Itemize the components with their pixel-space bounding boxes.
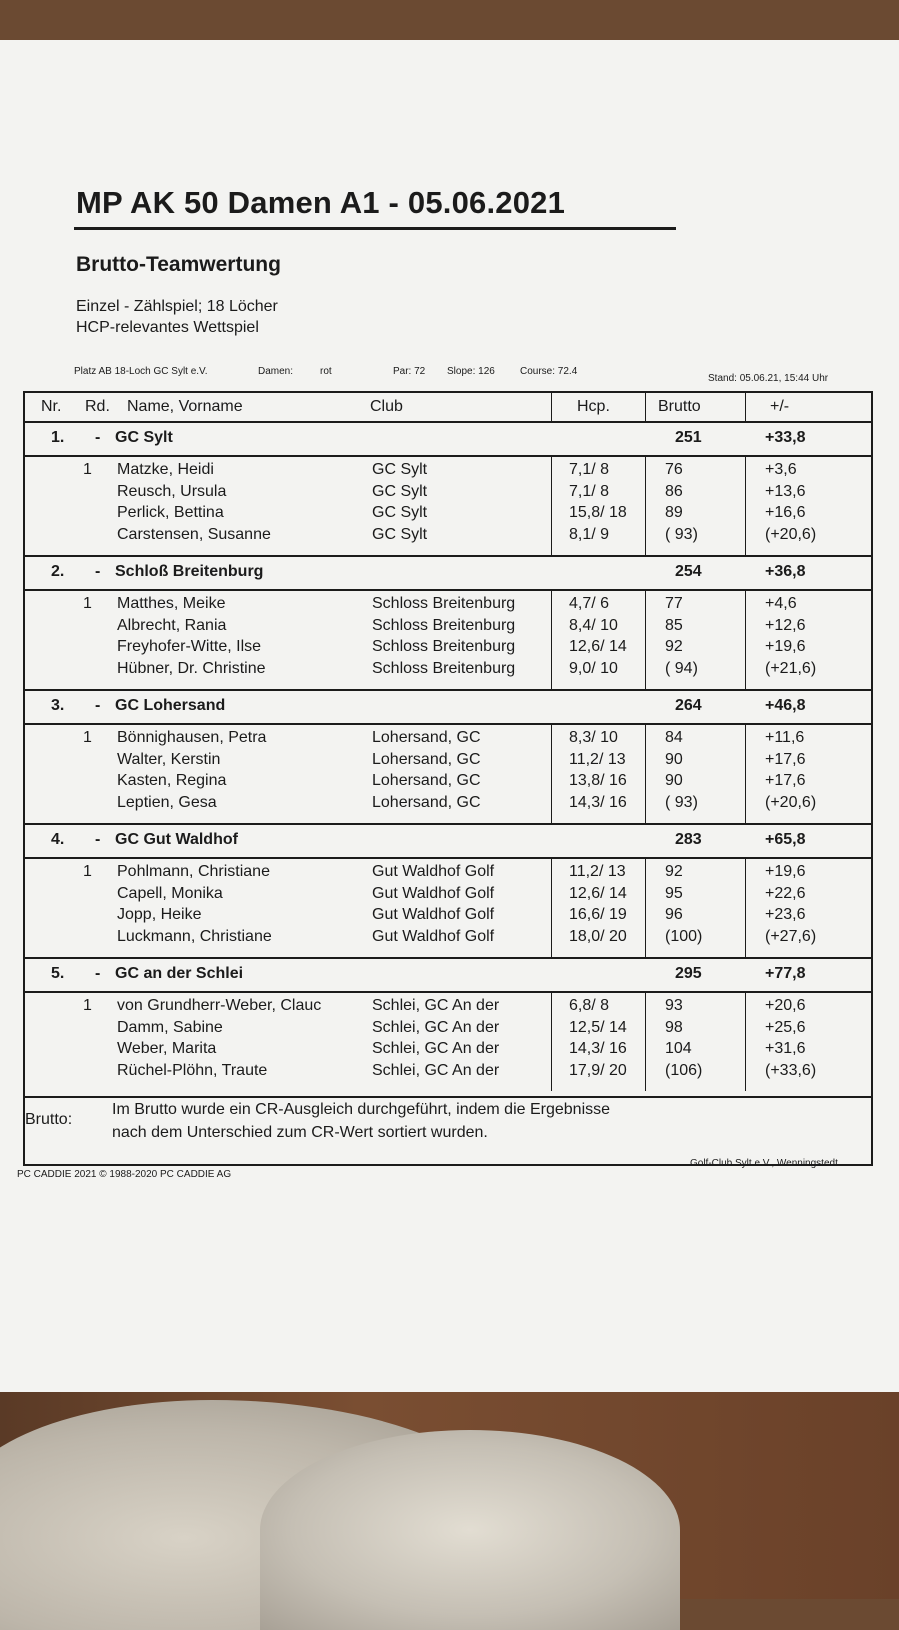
team-dash: - bbox=[95, 697, 101, 714]
player-brutto: 89 bbox=[665, 504, 683, 521]
team-name: GC Lohersand bbox=[115, 697, 226, 714]
page-subtitle: Brutto-Teamwertung bbox=[76, 253, 281, 276]
player-hcp: 8,3/ 10 bbox=[569, 729, 618, 746]
player-hcp: 12,6/ 14 bbox=[569, 884, 627, 902]
team-diff: +36,8 bbox=[765, 563, 806, 580]
team-name: GC Gut Waldhof bbox=[115, 831, 238, 848]
player-diff: +23,6 bbox=[765, 906, 806, 923]
column-divider bbox=[745, 723, 746, 823]
par-value: Par: 72 bbox=[393, 366, 426, 377]
player-brutto: 95 bbox=[665, 884, 683, 902]
team-name: GC Sylt bbox=[115, 429, 173, 446]
team-separator-rule bbox=[25, 823, 871, 825]
team-separator-rule bbox=[25, 957, 871, 959]
slope-value: Slope: 126 bbox=[447, 366, 495, 377]
header-rd: Rd. bbox=[85, 398, 110, 415]
player-diff: (+20,6) bbox=[765, 525, 817, 543]
player-round: 1 bbox=[83, 997, 92, 1014]
player-club: Schlei, GC An der bbox=[372, 1018, 500, 1036]
player-name: Carstensen, Susanne bbox=[117, 525, 271, 543]
team-brutto: 254 bbox=[675, 563, 702, 580]
player-hcp: 16,6/ 19 bbox=[569, 906, 627, 923]
player-hcp: 13,8/ 16 bbox=[569, 772, 627, 789]
column-divider bbox=[645, 455, 646, 555]
team-rank: 2. bbox=[51, 563, 65, 580]
player-brutto: (100) bbox=[665, 927, 703, 945]
team-dash: - bbox=[95, 965, 101, 982]
player-name: Matzke, Heidi bbox=[117, 461, 214, 478]
knee-background-right bbox=[260, 1430, 680, 1630]
player-diff: +13,6 bbox=[765, 482, 806, 500]
player-hcp: 8,4/ 10 bbox=[569, 616, 618, 634]
header-brutto: Brutto bbox=[658, 398, 701, 415]
team-dash: - bbox=[95, 429, 101, 446]
column-divider bbox=[745, 393, 746, 421]
player-name: Bönnighausen, Petra bbox=[117, 729, 267, 746]
team-diff: +46,8 bbox=[765, 697, 806, 714]
header-hcp: Hcp. bbox=[577, 398, 610, 415]
player-brutto: 98 bbox=[665, 1018, 683, 1036]
header-name: Name, Vorname bbox=[127, 398, 243, 415]
player-brutto: ( 93) bbox=[665, 793, 698, 811]
player-hcp: 14,3/ 16 bbox=[569, 1040, 627, 1057]
column-divider bbox=[745, 857, 746, 957]
player-brutto: 76 bbox=[665, 461, 683, 478]
column-divider bbox=[645, 723, 646, 823]
player-hcp: 17,9/ 20 bbox=[569, 1061, 627, 1079]
player-club: Schlei, GC An der bbox=[372, 997, 500, 1014]
column-divider bbox=[551, 857, 552, 957]
player-club: Gut Waldhof Golf bbox=[372, 906, 495, 923]
player-club: Gut Waldhof Golf bbox=[372, 863, 495, 880]
player-club: Lohersand, GC bbox=[372, 729, 481, 746]
footer-label: Brutto: bbox=[25, 1111, 73, 1128]
column-divider bbox=[645, 991, 646, 1091]
column-divider bbox=[745, 455, 746, 555]
header-rule bbox=[25, 421, 871, 423]
player-club: GC Sylt bbox=[372, 525, 428, 543]
tee-color: rot bbox=[320, 366, 332, 377]
player-diff: +25,6 bbox=[765, 1018, 806, 1036]
player-brutto: 92 bbox=[665, 638, 683, 655]
player-club: Lohersand, GC bbox=[372, 772, 481, 789]
tee-label: Damen: bbox=[258, 366, 294, 377]
player-club: GC Sylt bbox=[372, 504, 428, 521]
header-nr: Nr. bbox=[41, 398, 62, 415]
player-hcp: 4,7/ 6 bbox=[569, 595, 610, 612]
header-diff: +/- bbox=[770, 398, 790, 415]
player-club: Schloss Breitenburg bbox=[372, 616, 516, 634]
player-name: Rüchel-Plöhn, Traute bbox=[117, 1061, 268, 1079]
team-brutto: 283 bbox=[675, 831, 702, 848]
team-dash: - bbox=[95, 831, 101, 848]
player-club: GC Sylt bbox=[372, 461, 428, 478]
player-round: 1 bbox=[83, 863, 92, 880]
footer-text-line: nach dem Unterschied zum CR-Wert sortiert wurden. bbox=[112, 1124, 488, 1141]
team-rank: 1. bbox=[51, 429, 65, 446]
player-hcp: 11,2/ 13 bbox=[569, 750, 626, 768]
player-hcp: 6,8/ 8 bbox=[569, 997, 610, 1014]
column-divider bbox=[645, 589, 646, 689]
player-diff: +17,6 bbox=[765, 750, 806, 768]
column-divider bbox=[551, 455, 552, 555]
player-diff: (+27,6) bbox=[765, 927, 817, 945]
player-name: Walter, Kerstin bbox=[117, 750, 221, 768]
player-brutto: (106) bbox=[665, 1061, 703, 1079]
player-hcp: 15,8/ 18 bbox=[569, 504, 627, 521]
club-credit: Golf-Club Sylt e.V., Wenningstedt bbox=[690, 1158, 838, 1169]
player-diff: (+33,6) bbox=[765, 1061, 817, 1079]
player-club: Schloss Breitenburg bbox=[372, 659, 516, 677]
player-club: Schlei, GC An der bbox=[372, 1061, 500, 1079]
player-name: Leptien, Gesa bbox=[117, 793, 217, 811]
player-name: Kasten, Regina bbox=[117, 772, 227, 789]
player-diff: +19,6 bbox=[765, 638, 806, 655]
player-club: Lohersand, GC bbox=[372, 793, 481, 811]
column-divider bbox=[551, 393, 552, 421]
team-diff: +65,8 bbox=[765, 831, 806, 848]
description-line: HCP-relevantes Wettspiel bbox=[76, 319, 259, 336]
player-diff: +17,6 bbox=[765, 772, 806, 789]
player-hcp: 8,1/ 9 bbox=[569, 525, 610, 543]
stand-timestamp: Stand: 05.06.21, 15:44 Uhr bbox=[708, 373, 829, 384]
team-name: GC an der Schlei bbox=[115, 965, 244, 982]
player-brutto: 92 bbox=[665, 863, 683, 880]
player-brutto: 90 bbox=[665, 750, 683, 768]
player-name: Luckmann, Christiane bbox=[117, 927, 272, 945]
player-brutto: ( 93) bbox=[665, 525, 698, 543]
player-diff: +4,6 bbox=[765, 595, 797, 612]
team-diff: +77,8 bbox=[765, 965, 806, 982]
player-club: Lohersand, GC bbox=[372, 750, 481, 768]
player-club: Schlei, GC An der bbox=[372, 1040, 500, 1057]
player-hcp: 12,5/ 14 bbox=[569, 1018, 627, 1036]
player-brutto: 86 bbox=[665, 482, 683, 500]
player-diff: +16,6 bbox=[765, 504, 806, 521]
player-club: GC Sylt bbox=[372, 482, 428, 500]
player-name: Pohlmann, Christiane bbox=[117, 863, 270, 880]
player-diff: +19,6 bbox=[765, 863, 806, 880]
player-brutto: 85 bbox=[665, 616, 683, 634]
player-hcp: 7,1/ 8 bbox=[569, 482, 610, 500]
player-brutto: 90 bbox=[665, 772, 683, 789]
player-name: Reusch, Ursula bbox=[117, 482, 227, 500]
player-brutto: 84 bbox=[665, 729, 683, 746]
player-diff: +22,6 bbox=[765, 884, 806, 902]
player-name: Matthes, Meike bbox=[117, 595, 226, 612]
player-round: 1 bbox=[83, 461, 92, 478]
column-divider bbox=[551, 589, 552, 689]
player-hcp: 12,6/ 14 bbox=[569, 638, 627, 655]
player-club: Schloss Breitenburg bbox=[372, 638, 516, 655]
player-name: Perlick, Bettina bbox=[117, 504, 224, 521]
player-round: 1 bbox=[83, 595, 92, 612]
team-separator-rule bbox=[25, 555, 871, 557]
player-round: 1 bbox=[83, 729, 92, 746]
results-table bbox=[23, 391, 873, 1098]
player-hcp: 14,3/ 16 bbox=[569, 793, 627, 811]
player-brutto: 96 bbox=[665, 906, 683, 923]
player-name: Damm, Sabine bbox=[117, 1018, 223, 1036]
team-dash: - bbox=[95, 563, 101, 580]
title-underline bbox=[74, 227, 676, 230]
page-title: MP AK 50 Damen A1 - 05.06.2021 bbox=[76, 185, 566, 220]
player-hcp: 7,1/ 8 bbox=[569, 461, 610, 478]
software-credit: PC CADDIE 2021 © 1988-2020 PC CADDIE AG bbox=[17, 1169, 232, 1180]
player-name: Freyhofer-Witte, Ilse bbox=[117, 638, 262, 655]
player-name: Hübner, Dr. Christine bbox=[117, 659, 266, 677]
column-divider bbox=[551, 723, 552, 823]
player-diff: +11,6 bbox=[765, 729, 805, 746]
footer-note bbox=[23, 1098, 873, 1166]
team-rank: 5. bbox=[51, 965, 65, 982]
footer-text-line: Im Brutto wurde ein CR-Ausgleich durchgeführt, indem die Ergebnisse bbox=[112, 1101, 611, 1118]
player-diff: +31,6 bbox=[765, 1040, 806, 1057]
column-divider bbox=[745, 589, 746, 689]
player-brutto: 104 bbox=[665, 1040, 692, 1057]
player-name: Jopp, Heike bbox=[117, 906, 202, 923]
course-rating: Course: 72.4 bbox=[520, 366, 578, 377]
team-name: Schloß Breitenburg bbox=[115, 563, 264, 580]
player-brutto: 93 bbox=[665, 997, 683, 1014]
player-hcp: 9,0/ 10 bbox=[569, 659, 618, 677]
player-club: Schloss Breitenburg bbox=[372, 595, 516, 612]
player-club: Gut Waldhof Golf bbox=[372, 927, 495, 945]
column-divider bbox=[745, 991, 746, 1091]
course-name: Platz AB 18-Loch GC Sylt e.V. bbox=[74, 366, 208, 377]
player-club: Gut Waldhof Golf bbox=[372, 884, 495, 902]
player-diff: (+21,6) bbox=[765, 659, 817, 677]
team-brutto: 264 bbox=[675, 697, 702, 714]
column-divider bbox=[551, 991, 552, 1091]
team-brutto: 251 bbox=[675, 429, 702, 446]
player-diff: +20,6 bbox=[765, 997, 806, 1014]
player-name: Albrecht, Rania bbox=[117, 616, 227, 634]
player-diff: +12,6 bbox=[765, 616, 806, 634]
description-line: Einzel - Zählspiel; 18 Löcher bbox=[76, 298, 278, 315]
player-hcp: 11,2/ 13 bbox=[569, 863, 626, 880]
player-brutto: ( 94) bbox=[665, 659, 698, 677]
player-diff: (+20,6) bbox=[765, 793, 817, 811]
team-separator-rule bbox=[25, 689, 871, 691]
header-club: Club bbox=[370, 398, 403, 415]
column-divider bbox=[645, 393, 646, 421]
team-brutto: 295 bbox=[675, 965, 702, 982]
player-name: von Grundherr-Weber, Clauc bbox=[117, 997, 322, 1014]
player-diff: +3,6 bbox=[765, 461, 797, 478]
player-brutto: 77 bbox=[665, 595, 683, 612]
team-rank: 3. bbox=[51, 697, 65, 714]
team-diff: +33,8 bbox=[765, 429, 806, 446]
column-divider bbox=[645, 857, 646, 957]
team-rank: 4. bbox=[51, 831, 65, 848]
player-name: Weber, Marita bbox=[117, 1040, 217, 1057]
player-name: Capell, Monika bbox=[117, 884, 223, 902]
player-hcp: 18,0/ 20 bbox=[569, 927, 627, 945]
